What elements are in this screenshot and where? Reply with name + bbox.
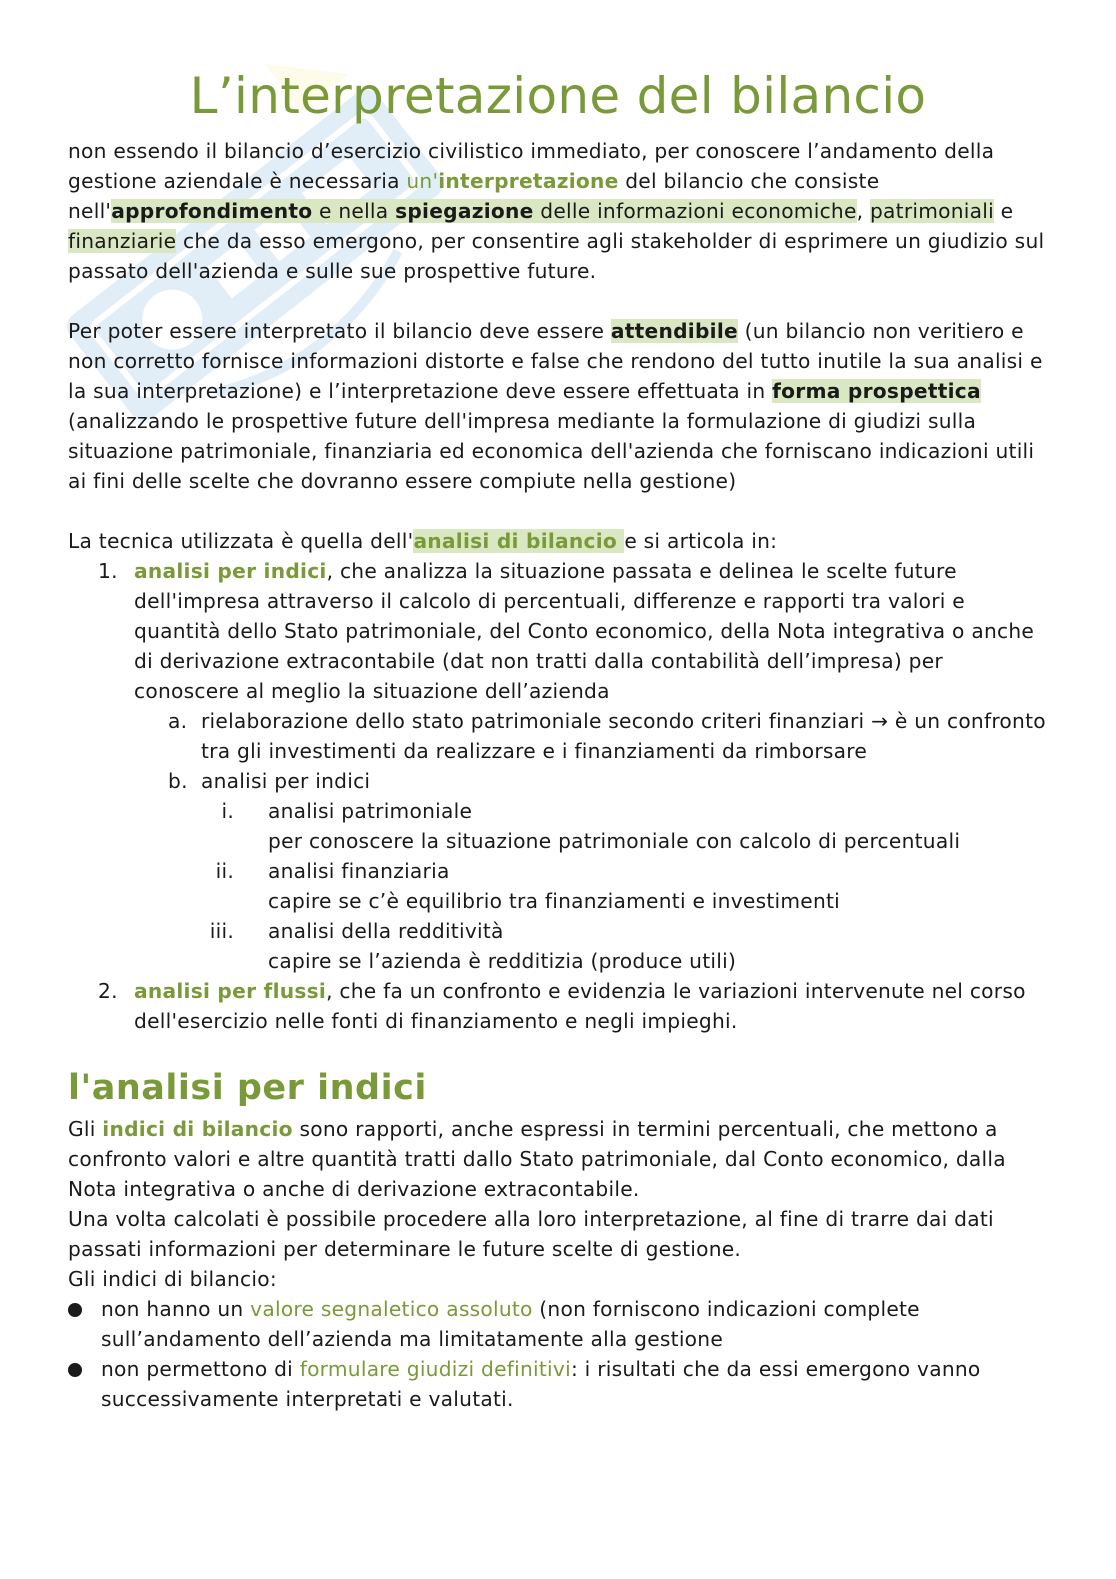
list-item: ii. analisi finanziaria <box>215 859 450 883</box>
list-item: iii. analisi della redditività <box>209 919 504 943</box>
section-heading: l'analisi per indici <box>68 1068 427 1108</box>
list-item-note: per conoscere la situazione patrimoniale con calcolo di percentuali <box>268 829 961 853</box>
term-indici-di-bilancio: indici di bilancio <box>102 1117 293 1141</box>
list-item-note: capire se c’è equilibrio tra finanziamenti e investimenti <box>268 889 841 913</box>
calcolo-paragraph: Una volta calcolati è possibile procedere alla loro interpretazione, al fine di trarre dai dati passati informazioni per determinare le future scelte di gestione. <box>68 1207 994 1261</box>
term-valore-segnaletico: valore segnaletico assoluto <box>250 1297 533 1321</box>
list-item: b. analisi per indici <box>168 769 371 793</box>
term-spiegazione: spiegazione <box>395 199 534 223</box>
page-title: L’interpretazione del bilancio <box>189 67 927 125</box>
list-item: 1. analisi per indici, che analizza la situazione passata e delinea le scelte future dell'impresa attraverso il calcolo di percentuali, differenze e rapporti tra valori e quantità dello Stato patrimoniale, del Conto economico, della Nota integrativa o anche di derivazione extracontabile (dat non tratti dalla contabilità dell’impresa) per conoscere al meglio la situazione dell’azienda <box>98 559 1035 703</box>
term-finanziarie: finanziarie <box>68 229 177 253</box>
term-forma-prospettica: forma prospettica <box>772 379 981 403</box>
bullet-item: non hanno un valore segnaletico assoluto (non forniscono indicazioni complete sull’andamento dell’azienda ma limitatamente alla gestione <box>68 1294 1053 1354</box>
indici-intro: Gli indici di bilancio: <box>68 1267 277 1291</box>
term-giudizi-definitivi: formulare giudizi definitivi <box>299 1357 571 1381</box>
list-item: i. analisi patrimoniale <box>221 799 473 823</box>
term-patrimoniali: patrimoniali <box>869 199 995 223</box>
document-body <box>68 136 1053 1414</box>
list-item: a. rielaborazione dello stato patrimoniale secondo criteri finanziari → è un confronto tra gli investimenti da realizzare e i finanziamenti da rimborsare <box>168 709 1046 763</box>
tecnica-paragraph: La tecnica utilizzata è quella dell'analisi di bilancio e si articola in: <box>68 529 778 553</box>
intro-paragraph: non essendo il bilancio d’esercizio civilistico immediato, per conoscere l’andamento della gestione aziendale è necessaria un'interpretazione del bilancio che consiste nell'approfondimento e nella spiegazione delle informazioni economiche, patrimoniali e finanziarie che da esso emergono, per consentire agli stakeholder di esprimere un giudizio sul passato dell'azienda e sulle sue prospettive future. <box>68 139 1045 283</box>
bullet-item: non permettono di formulare giudizi definitivi: i risultati che da essi emergono vanno successivamente interpretati e valutati. <box>68 1354 1053 1414</box>
term-analisi-di-bilancio: analisi di bilancio <box>413 529 625 553</box>
attendibile-paragraph: Per poter essere interpretato il bilancio deve essere attendibile (un bilancio non veritiero e non corretto fornisce informazioni distorte e false che rendono del tutto inutile la sua analisi e la sua interpretazione) e l’interpretazione deve essere effettuata in forma prospettica (analizzando le prospettive future dell'impresa mediante la formulazione di giudizi sulla situazione patrimoniale, finanziaria ed economica dell'azienda che forniscano indicazioni utili ai fini delle scelte che dovranno essere compiute nella gestione) <box>68 319 1043 493</box>
term-analisi-per-indici: analisi per indici <box>134 559 327 583</box>
term-analisi-per-flussi: analisi per flussi <box>134 979 327 1003</box>
list-item-note: capire se l’azienda è redditizia (produce utili) <box>268 949 737 973</box>
term-interpretazione: interpretazione <box>438 169 619 193</box>
bullet-dot-icon <box>68 1363 82 1377</box>
term-attendibile: attendibile <box>610 319 738 343</box>
term-approfondimento: approfondimento <box>111 199 313 223</box>
indici-paragraph: Gli indici di bilancio sono rapporti, anche espressi in termini percentuali, che mettono a confronto valori e altre quantità tratti dallo Stato patrimoniale, dal Conto economico, dalla Nota integrativa o anche di derivazione extracontabile. <box>68 1117 1006 1201</box>
list-item: 2. analisi per flussi, che fa un confronto e evidenzia le variazioni intervenute nel corso dell'esercizio nelle fonti di finanziamento e negli impieghi. <box>98 979 1026 1033</box>
bullet-dot-icon <box>68 1303 82 1317</box>
